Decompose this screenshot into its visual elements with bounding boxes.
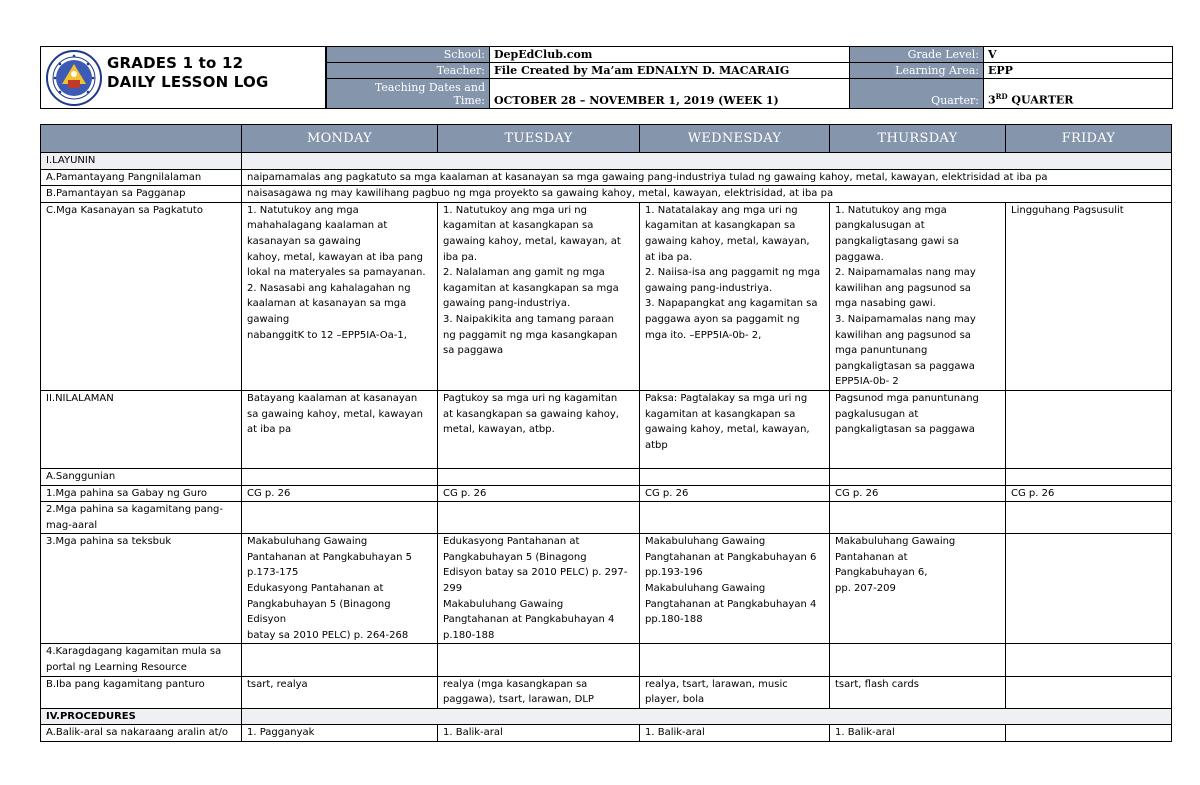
row-label-karagdagang	[41, 644, 242, 676]
cell-line: tsart, flash cards	[835, 678, 919, 690]
cell-line: player, bola	[645, 694, 705, 706]
cell-line: Lingguhang Pagsusulit	[1011, 204, 1124, 216]
cell-line: pangkaligtasang gawi sa	[835, 235, 960, 247]
row-kasanayan	[41, 202, 1172, 390]
learning-area-label: Learning Area:	[850, 63, 984, 79]
empty-cell	[830, 502, 1006, 534]
empty-cell	[640, 468, 830, 485]
cell-line: nabanggitK to 12 –EPP5IA-Oa-1,	[247, 329, 407, 341]
balik-aral-cell	[1006, 725, 1172, 742]
empty-cell	[242, 644, 438, 676]
cell-line: Edukasyong Pantahanan at	[443, 536, 580, 548]
cell-line: pp.193-196	[645, 567, 703, 579]
cell-line: pangkalusugan at	[835, 220, 925, 232]
day-header-tuesday: TUESDAY	[438, 125, 640, 153]
cell-line: Pangkabuhayan 5 (Binagong	[443, 551, 587, 563]
cell-line: gawaing kahoy, metal, kawayan, at	[443, 235, 621, 247]
teksbuk-cell	[1006, 534, 1172, 644]
teaching-dates-label	[327, 79, 490, 109]
section-label-procedures: IV.PROCEDURES	[41, 708, 242, 725]
row-procedures	[41, 708, 1172, 725]
nilalaman-cell	[640, 390, 830, 468]
kasanayan-cell	[830, 202, 1006, 390]
cell-line: 2. Naiisa-isa ang paggamit ng mga	[645, 267, 821, 279]
quarter-suffix: RD	[995, 92, 1008, 102]
cell-line: realya (mga kasangkapan sa	[443, 678, 588, 690]
cell-line: kagamitan at kasangkapan sa mga	[443, 282, 619, 294]
cell-line: mga panuntunang	[835, 345, 928, 357]
teksbuk-cell	[640, 534, 830, 644]
empty-cell	[830, 468, 1006, 485]
row-balik-aral	[41, 725, 1172, 742]
teaching-dates-value: OCTOBER 28 – NOVEMBER 1, 2019 (WEEK 1)	[490, 79, 850, 109]
row-label-nilalaman: II.NILALAMAN	[41, 390, 242, 468]
balik-aral-cell: 1. Balik-aral	[640, 725, 830, 742]
cell-line: 1. Natutukoy ang mga	[835, 204, 947, 216]
cell-line: pagkalusugan at	[835, 408, 919, 420]
cell-line: sa paggawa	[443, 345, 504, 357]
cell-line: mahahalagang kaalaman at	[247, 220, 388, 232]
cell-line: Pantahanan at Pangkabuhayan 5	[247, 551, 412, 563]
pagganap-text: naisasagawa ng may kawilihang pagbuo ng mga proyekto sa gawaing kahoy, metal, kawayan, elektrisidad, at iba pa	[242, 186, 1172, 203]
row-karagdagang	[41, 644, 1172, 676]
dll-title-box	[40, 46, 326, 109]
row-gabay	[41, 485, 1172, 502]
row-layunin	[41, 153, 1172, 170]
teksbuk-cell	[438, 534, 640, 644]
kasanayan-cell	[242, 202, 438, 390]
empty-cell	[438, 644, 640, 676]
cell-line: gawaing pang-industriya.	[645, 282, 773, 294]
empty-cell	[1006, 644, 1172, 676]
row-sanggunian	[41, 468, 1172, 485]
teaching-dates-label-line1: Teaching Dates and	[374, 80, 485, 94]
cell-line: Pangtahanan at Pangkabuhayan 6	[645, 551, 817, 563]
empty-cell	[1006, 502, 1172, 534]
kasanayan-cell	[1006, 202, 1172, 390]
grade-level-label: Grade Level:	[850, 47, 984, 63]
cell-line: Edukasyong Pantahanan at	[247, 583, 384, 595]
empty-cell	[438, 468, 640, 485]
cell-line: Edisyon batay sa 2010 PELC) p. 297-	[443, 567, 628, 579]
cell-line: paggawa.	[835, 251, 884, 263]
grade-level-value: V	[984, 47, 1173, 63]
row-label-kagamitang	[41, 502, 242, 534]
cell-line: sa gawaing kahoy, metal, kawayan	[247, 408, 423, 420]
cell-line: kagamitan at kasangkapan sa	[645, 408, 796, 420]
cell-line: 3. Naipamamalas nang may	[835, 313, 976, 325]
nilalaman-cell	[830, 390, 1006, 468]
cell-line: at iba pa	[247, 424, 292, 436]
cell-line: kaalaman at kasanayan sa mga	[247, 298, 407, 310]
row-label-pagganap: B.Pamantayan sa Pagganap	[41, 186, 242, 203]
empty-cell	[640, 502, 830, 534]
empty-cell	[438, 502, 640, 534]
cell-line: Pangtahanan at Pangkabuhayan 4	[645, 598, 817, 610]
cell-line: Pagtukoy sa mga uri ng kagamitan	[443, 392, 618, 404]
cell-line: lokal na materyales sa pamayanan.	[247, 267, 426, 279]
cell-line: at kasangkapan sa gawaing kahoy,	[443, 408, 619, 420]
empty-cell	[640, 644, 830, 676]
balik-aral-cell: 1. Balik-aral	[438, 725, 640, 742]
day-header-wednesday: WEDNESDAY	[640, 125, 830, 153]
row-label-kasanayan: C.Mga Kasanayan sa Pagkatuto	[41, 202, 242, 390]
cell-line: pangkaligtasan sa paggawa	[835, 424, 975, 436]
cell-line: kagamitan at kasangkapan sa	[645, 220, 796, 232]
iba-cell	[1006, 676, 1172, 708]
cell-line: 1. Natutukoy ang mga uri ng	[443, 204, 587, 216]
row-teksbuk	[41, 534, 1172, 644]
balik-aral-cell: 1. Pagganyak	[242, 725, 438, 742]
cell-line: Pantahanan at	[835, 551, 908, 563]
row-label-balik-aral: A.Balik-aral sa nakaraang aralin at/o	[41, 725, 242, 742]
cell-line: ng paggamit ng mga kasangkapan	[443, 329, 618, 341]
teacher-label: Teacher:	[327, 63, 490, 79]
teacher-value: File Created by Ma’am EDNALYN D. MACARAIG	[490, 63, 850, 79]
lesson-log-table	[40, 124, 1172, 742]
row-label-sanggunian: A.Sanggunian	[41, 468, 242, 485]
pangnilalaman-text: naipamamalas ang pagkatuto sa mga kaalaman at kasanayan sa mga gawaing pang-industriya tulad ng gawaing kahoy, metal, kawayan, elektrisidad at iba pa	[242, 169, 1172, 186]
cell-line: mga ito. –EPP5IA-0b- 2,	[645, 329, 762, 341]
cell-line: 3. Napapangkat ang kagamitan sa	[645, 298, 818, 310]
cell-line: atbp	[645, 439, 668, 451]
section-label-layunin: I.LAYUNIN	[41, 153, 242, 170]
cell-line: Pangtahanan at Pangkabuhayan 4	[443, 614, 615, 626]
nilalaman-cell	[242, 390, 438, 468]
row-nilalaman	[41, 390, 1172, 468]
cell-line: 2. Nasasabi ang kahalagahan ng	[247, 282, 411, 294]
cell-line: 2. Nalalaman ang gamit ng mga	[443, 267, 605, 279]
gabay-cell: CG p. 26	[242, 485, 438, 502]
day-header-thursday: THURSDAY	[830, 125, 1006, 153]
school-value: DepEdClub.com	[490, 47, 850, 63]
cell-line: metal, kawayan, atbp.	[443, 424, 555, 436]
cell-line: gawaing pang-industriya.	[443, 298, 571, 310]
row-label-pangnilalaman: A.Pamantayang Pangnilalaman	[41, 169, 242, 186]
cell-line: p.180-188	[443, 629, 495, 641]
cell-line: Pangkabuhayan 5 (Binagong	[247, 598, 391, 610]
cell-line: paggawa), tsart, larawan, DLP	[443, 694, 594, 706]
iba-cell	[830, 676, 1006, 708]
title-dll: DAILY LESSON LOG	[107, 73, 269, 91]
iba-cell	[438, 676, 640, 708]
row-label-karagdagang-line1: 4.Karagdagang kagamitan mula sa	[46, 646, 222, 658]
cell-line: iba pa.	[443, 251, 478, 263]
cell-line: gawaing kahoy, metal, kawayan,	[645, 424, 810, 436]
cell-line: realya, tsart, larawan, music	[645, 678, 788, 690]
cell-line: pangkaligtasan sa paggawa	[835, 360, 975, 372]
row-pangnilalaman	[41, 169, 1172, 186]
gabay-cell: CG p. 26	[438, 485, 640, 502]
section-fill	[242, 153, 1172, 170]
row-label-kagamitang-line1: 2.Mga pahina sa kagamitang pang-	[46, 504, 223, 516]
iba-cell	[242, 676, 438, 708]
cell-line: Paksa: Pagtalakay sa mga uri ng	[645, 392, 808, 404]
quarter-value	[984, 79, 1173, 109]
row-label-teksbuk: 3.Mga pahina sa teksbuk	[41, 534, 242, 644]
teksbuk-cell	[242, 534, 438, 644]
row-kagamitang	[41, 502, 1172, 534]
cell-line: 3. Naipakikita ang tamang paraan	[443, 313, 614, 325]
cell-line: pp. 207-209	[835, 583, 896, 595]
learning-area-value: EPP	[984, 63, 1173, 79]
cell-line: Pagsunod mga panuntunang	[835, 392, 979, 404]
balik-aral-cell: 1. Balik-aral	[830, 725, 1006, 742]
nilalaman-cell	[1006, 390, 1172, 468]
cell-line: 1. Natutukoy ang mga	[247, 204, 359, 216]
cell-line: EPP5IA-0b- 2	[835, 376, 899, 388]
row-label-karagdagang-line2: portal ng Learning Resource	[46, 662, 187, 674]
cell-line: Makabuluhang Gawaing	[247, 536, 368, 548]
cell-line: 2. Naipamamalas nang may	[835, 267, 976, 279]
cell-line: Makabuluhang Gawaing	[835, 536, 956, 548]
cell-line: Makabuluhang Gawaing	[443, 598, 564, 610]
quarter-number: 3	[988, 94, 996, 107]
empty-cell	[242, 468, 438, 485]
school-label: School:	[327, 47, 490, 63]
gabay-cell: CG p. 26	[1006, 485, 1172, 502]
nilalaman-cell	[438, 390, 640, 468]
quarter-word: QUARTER	[1007, 94, 1074, 107]
cell-line: mga nasabing gawi.	[835, 298, 936, 310]
cell-line: Makabuluhang Gawaing	[645, 536, 766, 548]
cell-line: kahoy, metal, kawayan at iba pang	[247, 251, 423, 263]
day-header-monday: MONDAY	[242, 125, 438, 153]
teaching-dates-label-line2: Time:	[453, 93, 485, 107]
day-header-friday: FRIDAY	[1006, 125, 1172, 153]
corner-header	[41, 125, 242, 153]
cell-line: kasanayan sa gawaing	[247, 235, 361, 247]
empty-cell	[1006, 468, 1172, 485]
info-table	[326, 46, 1173, 109]
gabay-cell: CG p. 26	[640, 485, 830, 502]
row-label-gabay: 1.Mga pahina sa Gabay ng Guro	[41, 485, 242, 502]
quarter-label: Quarter:	[850, 79, 984, 109]
iba-cell	[640, 676, 830, 708]
row-label-kagamitang-line2: mag-aaral	[46, 519, 98, 531]
cell-line: at iba pa.	[645, 251, 693, 263]
cell-line: paggawa ayon sa paggamit ng	[645, 313, 800, 325]
cell-line: pp.180-188	[645, 614, 703, 626]
kasanayan-cell	[640, 202, 830, 390]
cell-line: kawilihan ang pagsunod sa	[835, 282, 971, 294]
section-fill	[242, 708, 1172, 725]
cell-line: kawilihan ang pagsunod sa	[835, 329, 971, 341]
row-label-iba: B.Iba pang kagamitang panturo	[41, 676, 242, 708]
teksbuk-cell	[830, 534, 1006, 644]
cell-line: gawaing	[247, 313, 290, 325]
cell-line: kagamitan at kasangkapan sa	[443, 220, 594, 232]
row-pagganap	[41, 186, 1172, 203]
cell-line: gawaing kahoy, metal, kawayan,	[645, 235, 810, 247]
kasanayan-cell	[438, 202, 640, 390]
deped-seal-icon	[46, 50, 102, 106]
row-iba	[41, 676, 1172, 708]
cell-line: Edisyon	[247, 614, 287, 626]
title-grades: GRADES 1 to 12	[107, 54, 244, 72]
cell-line: Batayang kaalaman at kasanayan	[247, 392, 418, 404]
cell-line: 1. Natatalakay ang mga uri ng	[645, 204, 798, 216]
gabay-cell: CG p. 26	[830, 485, 1006, 502]
empty-cell	[830, 644, 1006, 676]
cell-line: Makabuluhang Gawaing	[645, 583, 766, 595]
cell-line: tsart, realya	[247, 678, 308, 690]
cell-line: Pangkabuhayan 6,	[835, 567, 928, 579]
cell-line: 299	[443, 583, 463, 595]
cell-line: p.173-175	[247, 567, 299, 579]
empty-cell	[242, 502, 438, 534]
cell-line: batay sa 2010 PELC) p. 264-268	[247, 629, 409, 641]
